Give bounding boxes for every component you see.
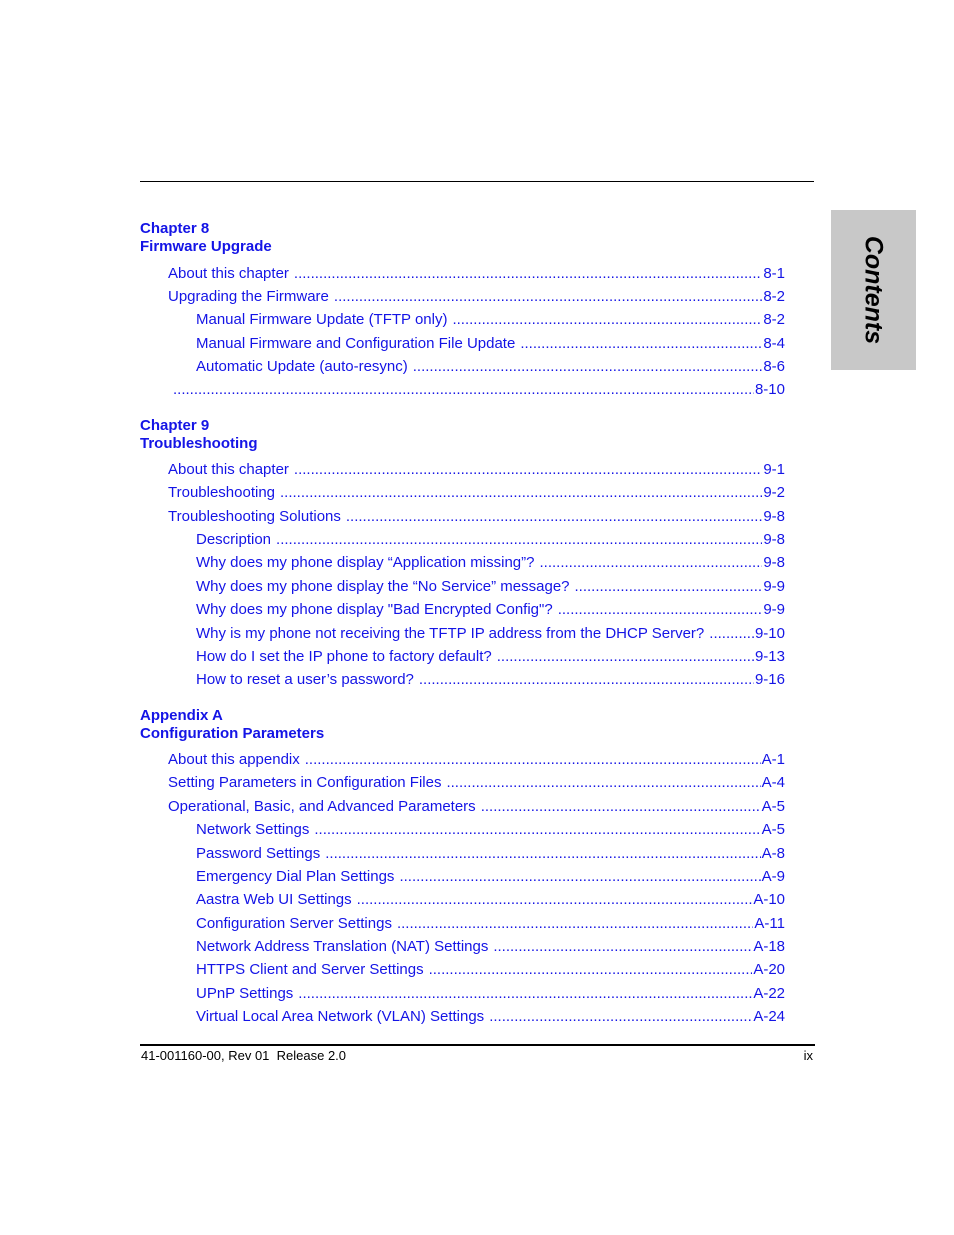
bottom-rule [140,1044,815,1046]
footer-doc-id: 41-001160-00, Rev 01 Release 2.0 [141,1048,347,1063]
toc-entry[interactable]: Network Address Translation (NAT) Settings ..... A-18 [196,938,785,958]
toc-entry[interactable]: Configuration Server Settings ..... A-11 [196,915,785,935]
toc-entry[interactable]: How to reset a user’s password? ..... 9-16 [196,671,785,691]
toc-entry[interactable]: Troubleshooting ..... 9-2 [168,484,785,504]
side-tab-label: Contents [859,235,888,345]
appendix-a-heading [140,707,324,743]
toc-entry[interactable]: Virtual Local Area Network (VLAN) Settings ..... A-24 [196,1008,785,1028]
chapter-title: Configuration Parameters [140,725,325,742]
toc-entry[interactable]: ..... 8-10 [173,381,785,401]
toc-entry[interactable]: Why is my phone not receiving the TFTP IP address from the DHCP Server? ..... 9-10 [196,625,785,645]
toc-entry[interactable]: Troubleshooting Solutions ..... 9-8 [168,508,785,528]
toc-entry[interactable]: Operational, Basic, and Advanced Parameters ..... A-5 [168,798,785,818]
contents-side-tab [831,210,916,370]
chapter-title: Firmware Upgrade [140,238,272,255]
toc-entry[interactable]: Setting Parameters in Configuration Files ..... A-4 [168,774,785,794]
toc-entry[interactable]: Automatic Update (auto-resync) ..... 8-6 [196,358,785,378]
toc-entry[interactable]: Why does my phone display "Bad Encrypted Config"? ..... 9-9 [196,601,785,621]
top-rule [140,181,814,182]
toc-entry[interactable]: About this chapter ..... 8-1 [168,265,785,285]
toc-entry[interactable]: Manual Firmware Update (TFTP only) ..... 8-2 [196,311,785,331]
toc-entry[interactable]: Aastra Web UI Settings ..... A-10 [196,891,785,911]
chapter-number: Appendix A [140,707,223,724]
chapter-number: Chapter 9 [140,417,210,434]
chapter-number: Chapter 8 [140,220,210,237]
chapter-8-heading [140,220,272,256]
toc-entry[interactable]: Upgrading the Firmware ..... 8-2 [168,288,785,308]
toc-entry[interactable]: HTTPS Client and Server Settings ..... A-20 [196,961,785,981]
toc-entry[interactable]: Why does my phone display “Application missing”? ..... 9-8 [196,554,785,574]
toc-entry[interactable]: Password Settings ..... A-8 [196,845,785,865]
toc-entry[interactable]: UPnP Settings ..... A-22 [196,985,785,1005]
toc-entry[interactable]: Description ..... 9-8 [196,531,785,551]
chapter-9-heading [140,417,258,453]
toc-entry[interactable]: Why does my phone display the “No Service” message? ..... 9-9 [196,578,785,598]
toc-entry[interactable]: Emergency Dial Plan Settings ..... A-9 [196,868,785,888]
toc-entry[interactable]: Network Settings ..... A-5 [196,821,785,841]
toc-entry[interactable]: About this chapter ..... 9-1 [168,461,785,481]
toc-entry[interactable]: How do I set the IP phone to factory default? ..... 9-13 [196,648,785,668]
toc-entry[interactable]: About this appendix ..... A-1 [168,751,785,771]
footer-page-number: ix [803,1048,813,1063]
toc-entry[interactable]: Manual Firmware and Configuration File Update ..... 8-4 [196,335,785,355]
chapter-title: Troubleshooting [140,435,258,452]
